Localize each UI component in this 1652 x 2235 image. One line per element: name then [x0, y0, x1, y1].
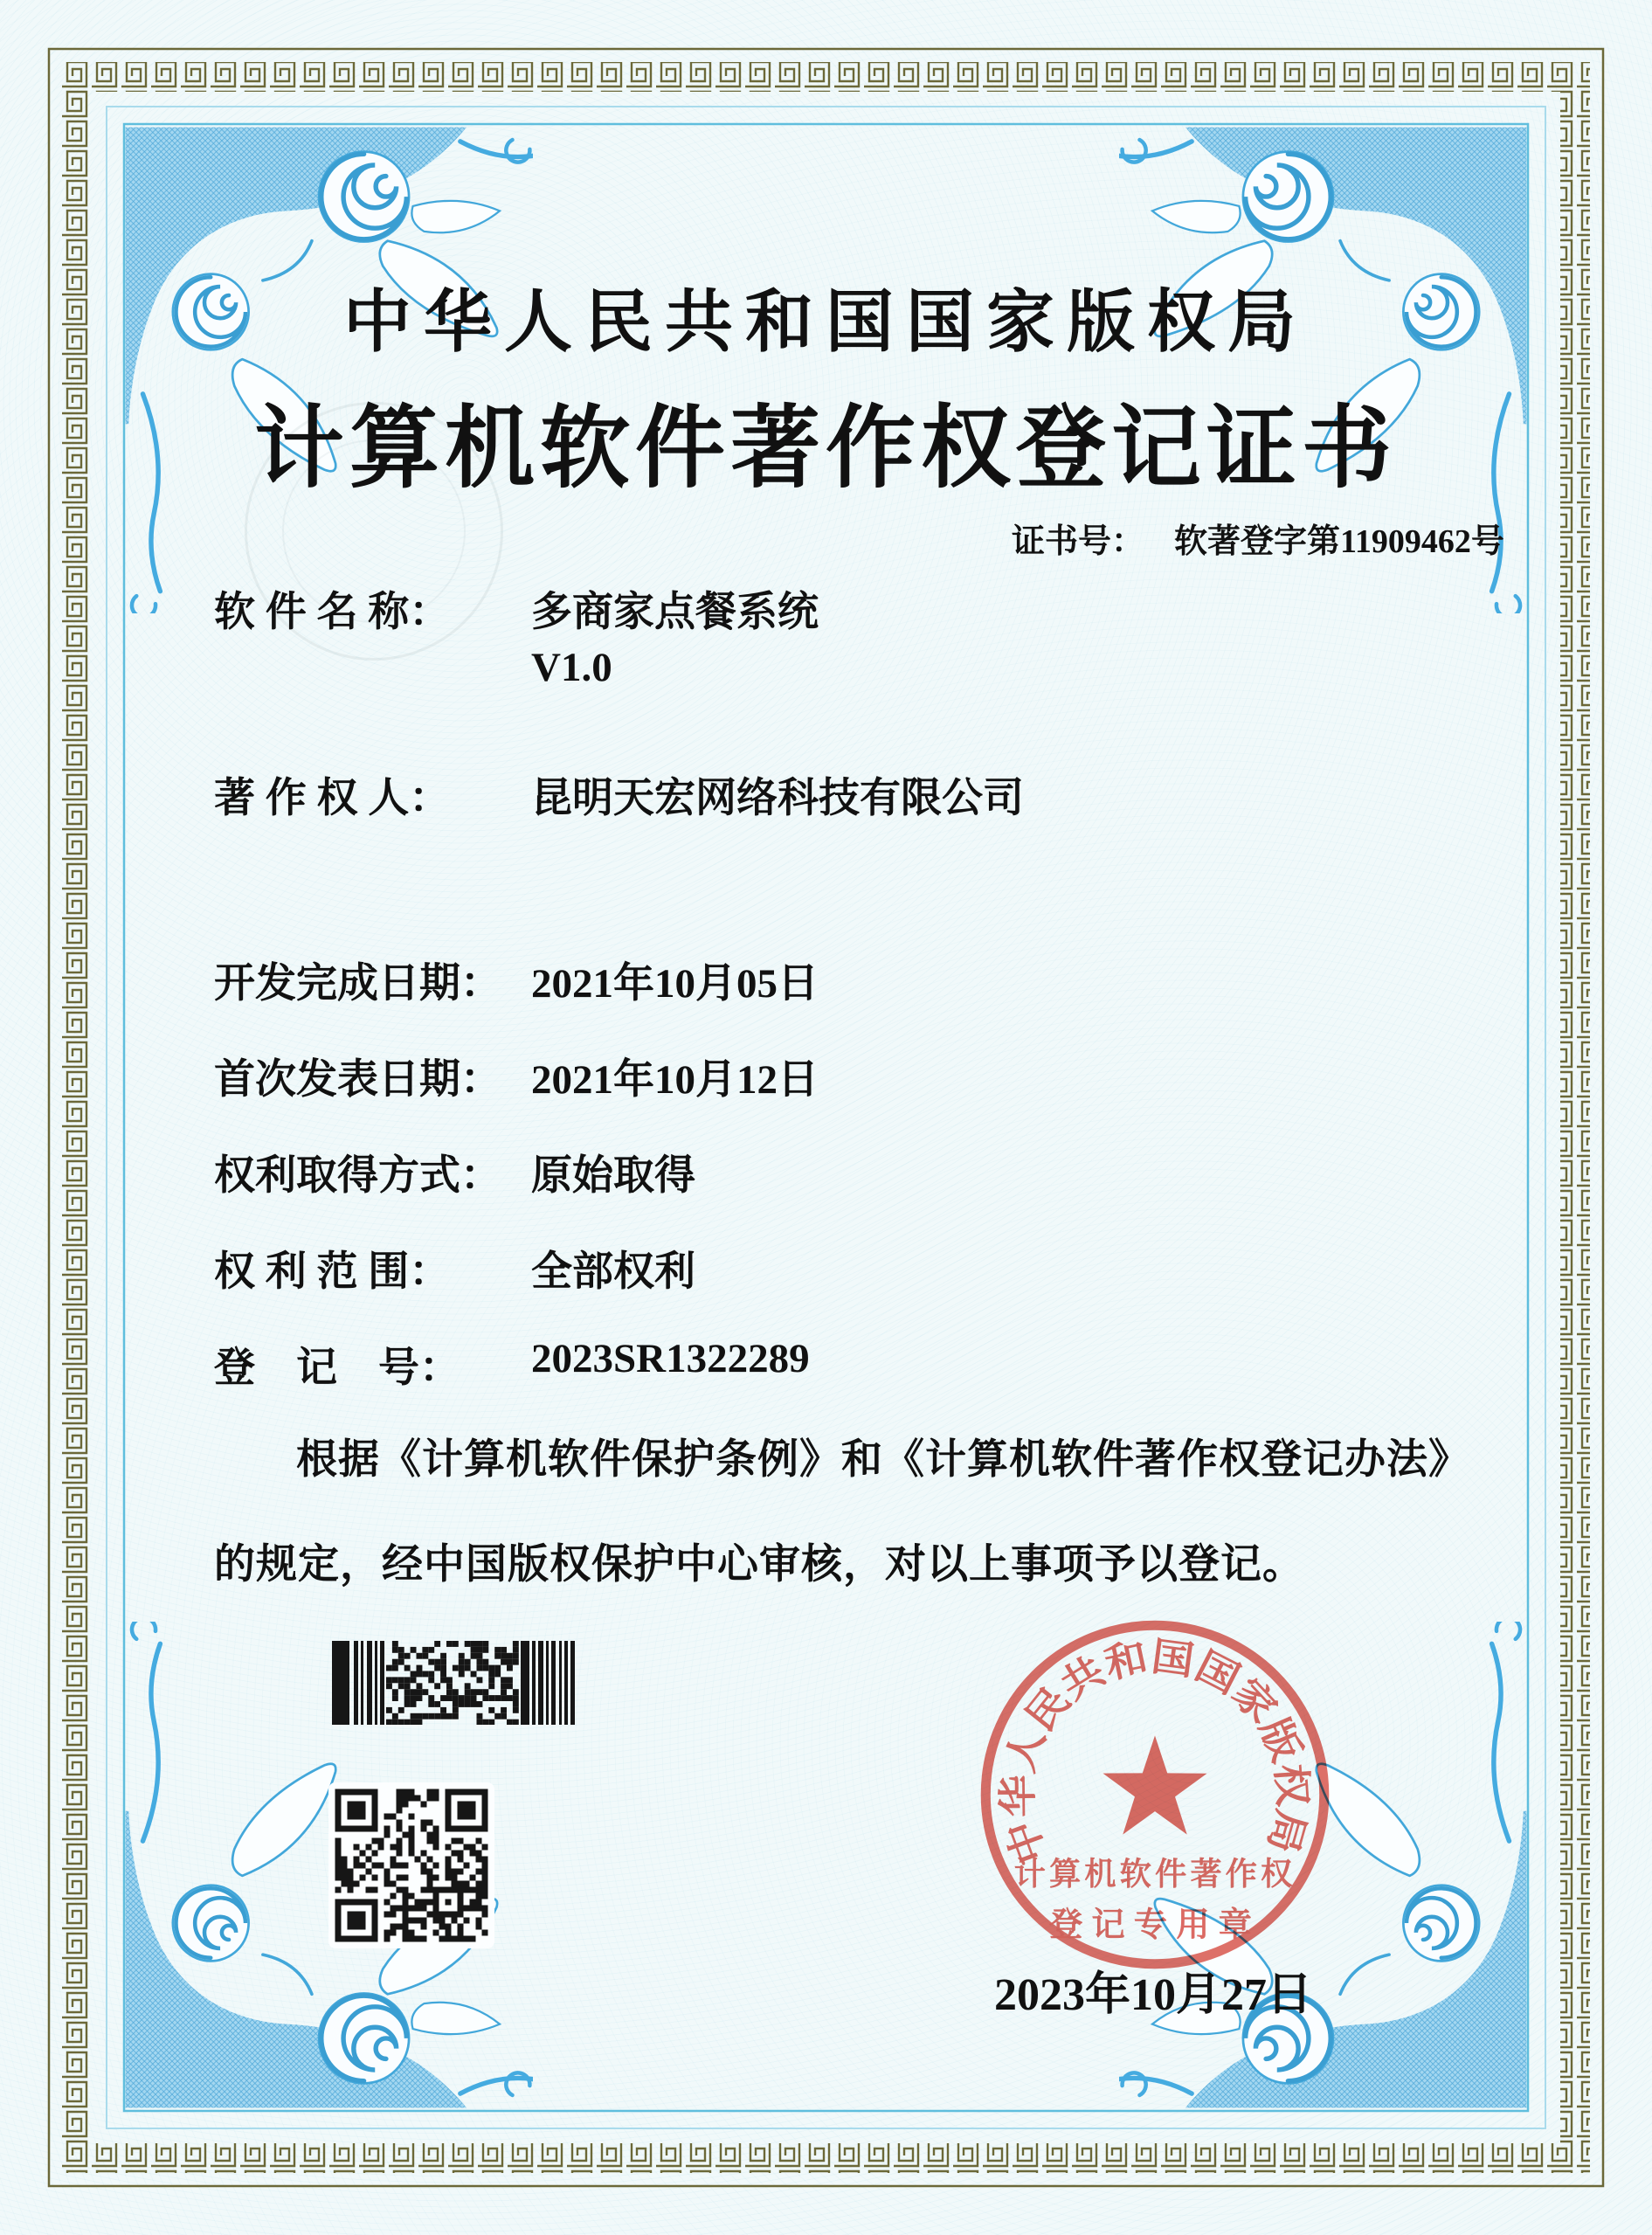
- field-value: 2021年10月12日: [531, 1057, 819, 1103]
- field-label: 权利取得方式：: [214, 1153, 501, 1199]
- software-version: V1.0: [531, 645, 612, 690]
- field-row-software-name: [214, 579, 819, 635]
- issue-date: 2023年10月27日: [993, 1970, 1312, 2020]
- field-label: 开发完成日期：: [214, 961, 501, 1007]
- official-seal: [961, 1601, 1349, 1989]
- barcode-graphic: [332, 1641, 575, 1725]
- certificate-title: 计算机软件著作权登记证书: [254, 399, 1397, 499]
- seal-line2: 登记专用章: [1048, 1906, 1261, 1944]
- field-row-registration-number: [214, 1335, 810, 1391]
- field-row-right-scope: [214, 1239, 695, 1295]
- field-value: 原始取得: [531, 1153, 695, 1199]
- field-value: 昆明天宏网络科技有限公司: [531, 776, 1024, 821]
- field-value: 2023SR1322289: [531, 1336, 810, 1381]
- seal-line1: 计算机软件著作权: [1013, 1856, 1296, 1892]
- registration-statement: 根据《计算机软件保护条例》和《计算机软件著作权登记办法》的规定，经中国版权保护中心审核，对以上事项予以登记。: [214, 1437, 1450, 1588]
- certificate-number-label: 证书号：: [1012, 523, 1145, 560]
- authority-title: 中华人民共和国国家版权局: [342, 284, 1308, 360]
- certificate-number-value: 软著登字第11909462号: [1174, 523, 1504, 560]
- field-label: 著 作 权 人：: [214, 776, 451, 821]
- field-row-right-acquisition: [214, 1143, 695, 1199]
- field-value: 多商家点餐系统: [531, 590, 819, 635]
- field-value: 2021年10月05日: [531, 961, 819, 1007]
- field-row-dev-complete-date: [214, 951, 819, 1007]
- field-label: 权 利 范 围：: [214, 1249, 451, 1295]
- qr-code: [328, 1782, 494, 1948]
- field-label: 登 记 号：: [214, 1346, 460, 1391]
- field-value: 全部权利: [531, 1249, 695, 1295]
- field-label: 首次发表日期：: [214, 1057, 501, 1103]
- field-row-first-publish-date: [214, 1047, 819, 1103]
- certificate-number: [1012, 514, 1504, 562]
- field-row-copyright-owner: [214, 765, 1024, 821]
- seal-ring-text: 中华人民共和国国家版权局: [996, 1635, 1315, 1870]
- field-label: 软 件 名 称：: [214, 590, 451, 635]
- seal-star-icon: [1102, 1735, 1206, 1834]
